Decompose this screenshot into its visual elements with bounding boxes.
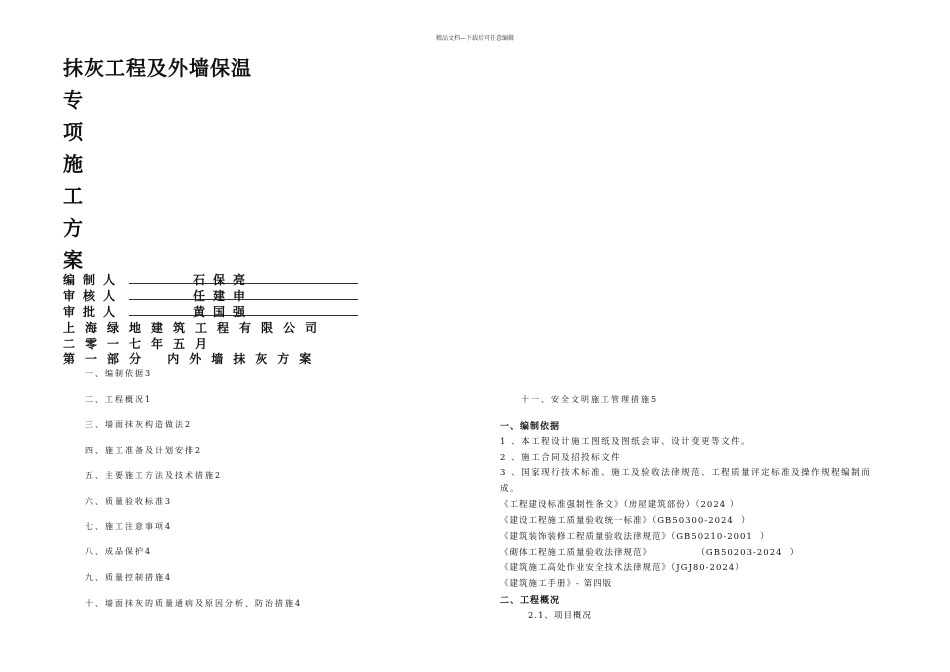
section-heading: 二、工程概况: [500, 596, 561, 606]
title-char: 项: [63, 120, 83, 144]
toc-item[interactable]: 三、墙面抹灰构造做法2: [85, 420, 193, 429]
reference-line: 《建筑装饰装修工程质量验收法律规范》（GB50210-2001 ）: [500, 532, 770, 542]
toc-item[interactable]: 一、编制依据3: [85, 369, 153, 378]
title-char: 施: [63, 152, 83, 176]
reference-line: 《工程建设标准强制性条文》（房屋建筑部份）（2024 ）: [500, 500, 740, 510]
body-line: 2 、施工合同及招投标文件: [500, 453, 622, 463]
toc-item[interactable]: 九、质量控制措施4: [85, 573, 173, 582]
reference-line: 《建筑施工高处作业安全技术法律规范》（JGJ80-2024）: [500, 563, 745, 573]
company-name: 上海绿地建筑工程有限公司: [63, 321, 328, 335]
document-title: 抹灰工程及外墙保温: [63, 56, 252, 80]
signature-row-author: [63, 271, 358, 285]
toc-item[interactable]: 七、施工注意事项4: [85, 522, 173, 531]
signature-name: 黄国强: [193, 305, 254, 319]
section-heading: 一、编制依据: [500, 422, 561, 432]
toc-item[interactable]: 六、质量验收标准3: [85, 497, 173, 506]
document-date: 二零一七年五月: [63, 337, 218, 351]
body-line: 3 、国家现行技术标准、施工及验收法律规范、工程质量评定标准及操作规程编制而: [500, 468, 872, 478]
title-char: 工: [63, 184, 83, 208]
signature-label: 审批人: [63, 305, 124, 319]
reference-line: 《砌体工程施工质量验收法律规范》 （GB50203-2024 ）: [500, 548, 800, 558]
toc-item[interactable]: 八、成品保护4: [85, 547, 153, 556]
title-char: 专: [63, 88, 83, 112]
reference-line: 《建设工程施工质量验收统一标准》（GB50300-2024 ）: [500, 516, 751, 526]
signature-row-approver: [63, 303, 358, 317]
page-header-note: 精品文档---下载后可任意编辑: [435, 35, 515, 42]
reference-line: 《建筑施工手册》- 第四版: [500, 579, 613, 589]
body-line: 成。: [500, 484, 521, 494]
part-title: 内外墙抹灰方案: [167, 352, 322, 366]
title-char: 案: [63, 248, 83, 272]
title-char: 方: [63, 216, 83, 240]
signature-label: 审核人: [63, 289, 124, 303]
signature-name: 石保亮: [193, 273, 254, 287]
part-heading: [63, 350, 321, 367]
body-line: 1 、本工程设计施工图纸及图纸会审、设计变更等文件。: [500, 437, 752, 447]
part-prefix: 第一部分: [63, 352, 152, 366]
toc-item[interactable]: 二、工程概况1: [85, 395, 153, 404]
signature-row-reviewer: [63, 287, 358, 301]
subsection-heading: 2.1、项目概况: [528, 611, 593, 621]
toc-item[interactable]: 五、主要施工方法及技术措施2: [85, 471, 223, 480]
signature-name: 任建申: [193, 289, 254, 303]
toc-item[interactable]: 四、施工准备及计划安排2: [85, 446, 203, 455]
toc-item[interactable]: 十、墙面抹灰的质量通病及原因分析、防治措施4: [85, 599, 303, 608]
signature-label: 编制人: [63, 273, 124, 287]
toc-item[interactable]: 十一、安全文明施工管理措施5: [521, 395, 659, 404]
